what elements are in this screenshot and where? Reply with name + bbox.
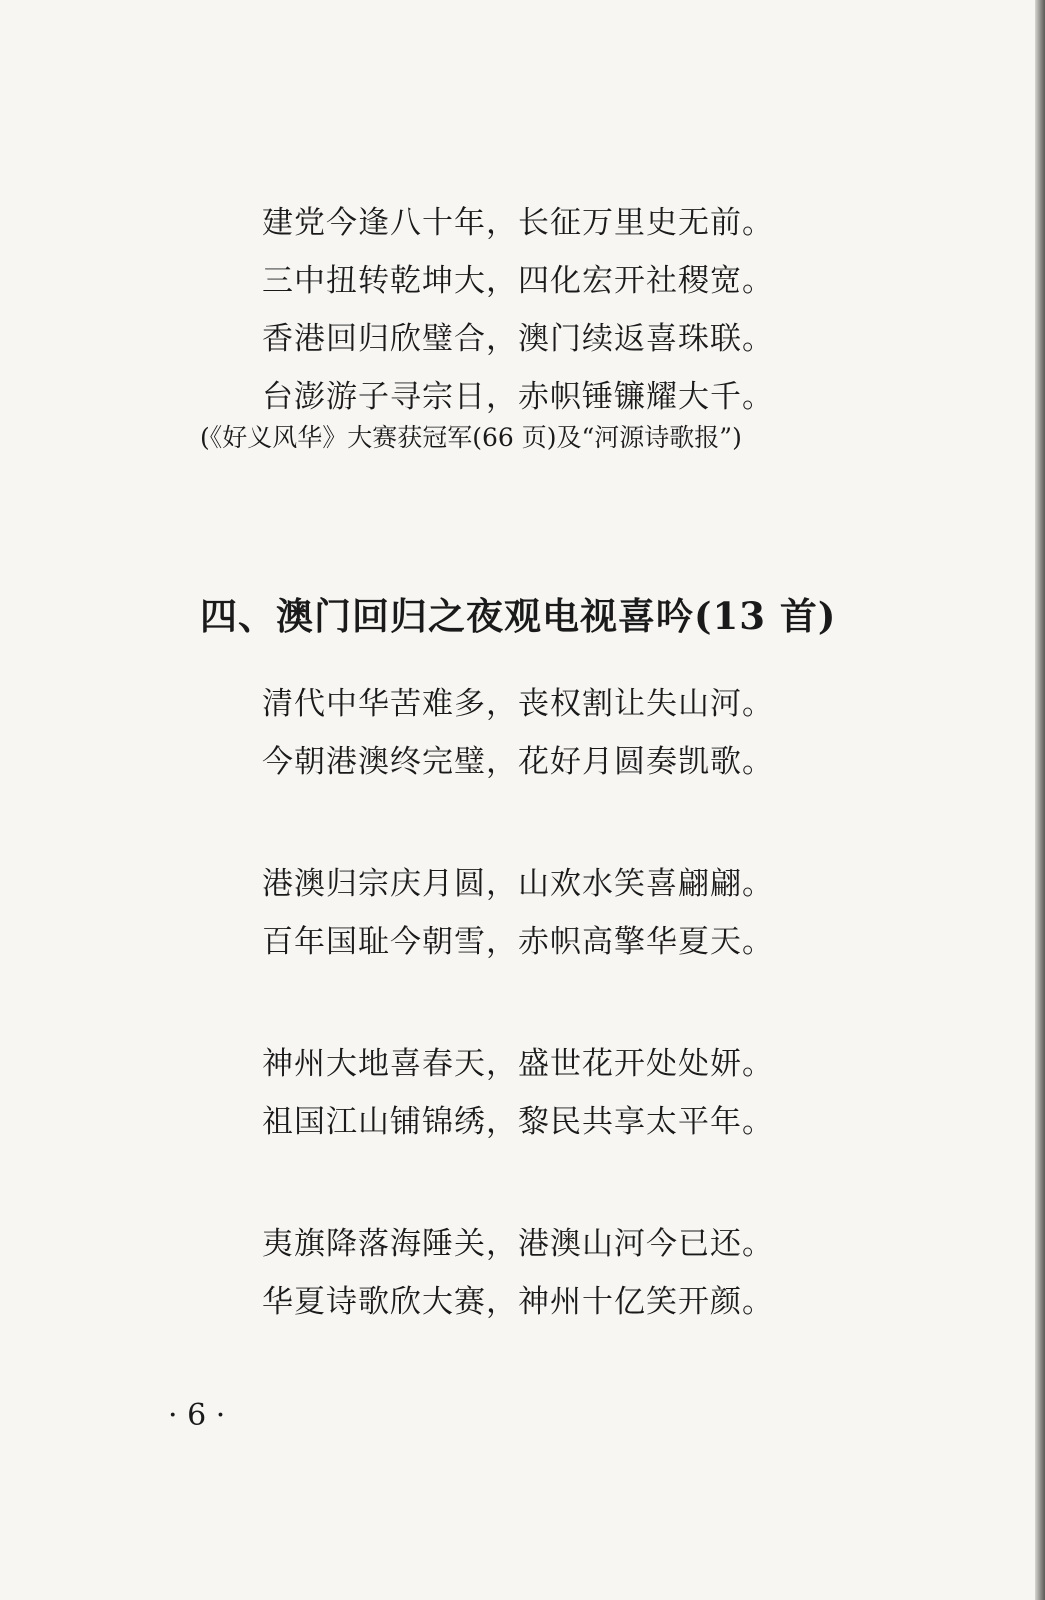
poem-4 xyxy=(262,1215,774,1331)
poem-line: 今朝港澳终完璧，花好月圆奏凯歌。 xyxy=(262,744,774,780)
poem-line: 香港回归欣璧合，澳门续返喜珠联。 xyxy=(262,321,774,357)
poem-1 xyxy=(262,675,774,791)
poem-line: 祖国江山铺锦绣，黎民共享太平年。 xyxy=(262,1104,774,1140)
poem-line: 夷旗降落海陲关，港澳山河今已还。 xyxy=(262,1226,774,1262)
poem-top xyxy=(262,194,774,426)
poem-line: 三中扭转乾坤大，四化宏开社稷宽。 xyxy=(262,263,774,299)
poem-2 xyxy=(262,855,774,971)
source-note: (《好义风华》大赛获冠军(66 页)及“河源诗歌报”) xyxy=(200,423,742,452)
page-number: · 6 · xyxy=(168,1398,226,1433)
poem-line: 华夏诗歌欣大赛，神州十亿笑开颜。 xyxy=(262,1284,774,1320)
page-edge-shadow xyxy=(1035,0,1045,1600)
poem-line: 清代中华苦难多，丧权割让失山河。 xyxy=(262,686,774,722)
section-title: 四、澳门回归之夜观电视喜吟(13 首) xyxy=(200,594,837,638)
poem-3 xyxy=(262,1035,774,1151)
poem-line: 港澳归宗庆月圆，山欢水笑喜翩翩。 xyxy=(262,866,774,902)
poem-line: 台澎游子寻宗日，赤帜锤镰耀大千。 xyxy=(262,379,774,415)
poem-line: 百年国耻今朝雪，赤帜高擎华夏天。 xyxy=(262,924,774,960)
poem-line: 建党今逢八十年，长征万里史无前。 xyxy=(262,205,774,241)
poem-line: 神州大地喜春天，盛世花开处处妍。 xyxy=(262,1046,774,1082)
